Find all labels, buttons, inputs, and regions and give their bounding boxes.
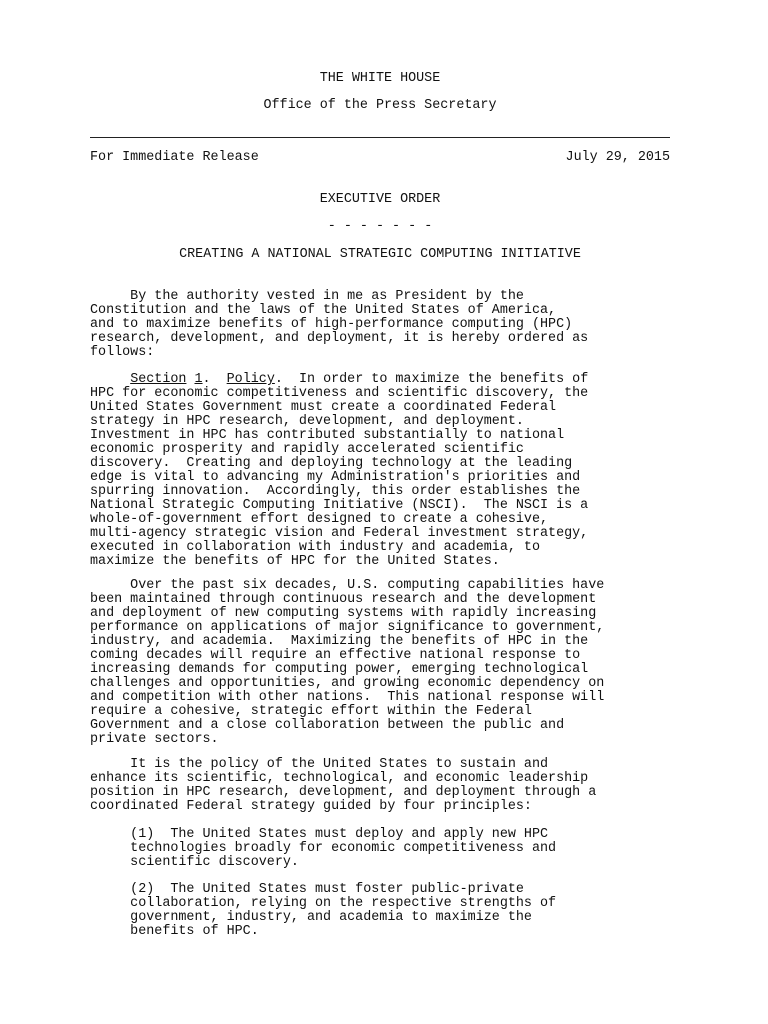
section1-first-line: . In order to maximize the benefits of [274, 372, 589, 387]
release-row [90, 151, 670, 165]
preamble-line: follows: [90, 345, 155, 360]
section1-line: Investment in HPC has contributed substantially to national [90, 428, 565, 443]
principle2-line: benefits of HPC. [90, 924, 259, 939]
release-label: For Immediate Release [90, 150, 259, 165]
section1-line: whole-of-government effort designed to create a cohesive, [90, 512, 549, 527]
release-date: July 29, 2015 [565, 150, 670, 165]
section1-line: maximize the benefits of HPC for the United States. [90, 554, 500, 569]
paragraph2-line: and competition with other nations. This national response will [90, 690, 605, 705]
section1-line: United States Government must create a coordinated Federal [90, 400, 557, 415]
section1-line: HPC for economic competitiveness and scientific discovery, the [90, 386, 589, 401]
section1-line: economic prosperity and rapidly accelerated scientific [90, 442, 524, 457]
section1-line: multi-agency strategic vision and Federal investment strategy, [90, 526, 589, 541]
section-number: 1 [194, 372, 203, 387]
principle2-line: (2) The United States must foster public-private [90, 882, 524, 897]
paragraph2-line: increasing demands for computing power, emerging technological [90, 662, 589, 677]
section-heading: Policy [226, 372, 275, 387]
paragraph3-line: It is the policy of the United States to sustain and [90, 757, 549, 772]
section-label: Section [130, 372, 187, 387]
order-type: EXECUTIVE ORDER [319, 192, 441, 207]
order-separator: - - - - - - - [327, 219, 433, 234]
principle2-line: collaboration, relying on the respective strengths of [90, 896, 557, 911]
paragraph2-line: and deployment of new computing systems with rapidly increasing [90, 606, 597, 621]
paragraph2-line: challenges and opportunities, and growing economic dependency on [90, 676, 605, 691]
paragraph2-line: require a cohesive, strategic effort within the Federal [90, 704, 532, 719]
paragraph2-line: private sectors. [90, 732, 219, 747]
paragraph3-line: position in HPC research, development, and deployment through a [90, 785, 597, 800]
paragraph2-line: performance on applications of major significance to government, [90, 620, 605, 635]
paragraph2-line: coming decades will require an effective national response to [90, 648, 581, 663]
paragraph3-line: enhance its scientific, technological, and economic leadership [90, 771, 589, 786]
section1-line: strategy in HPC research, development, and deployment. [90, 414, 524, 429]
preamble-line: research, development, and deployment, it is hereby ordered as [90, 331, 589, 346]
preamble-line: Constitution and the laws of the United States of America, [90, 303, 557, 318]
paragraph2-line: been maintained through continuous research and the development [90, 592, 597, 607]
principle2-line: government, industry, and academia to maximize the [90, 910, 532, 925]
paragraph2-line: Government and a close collaboration between the public and [90, 718, 565, 733]
section1-heading-line: Section 1. Policy. In order to maximize the benefits of [130, 372, 589, 387]
principle1-line: technologies broadly for economic competitiveness and [90, 841, 557, 856]
section1-line: spurring innovation. Accordingly, this order establishes the [90, 484, 581, 499]
section1-line: National Strategic Computing Initiative (NSCI). The NSCI is a [90, 498, 589, 513]
paragraph2-line: Over the past six decades, U.S. computing capabilities have [90, 578, 605, 593]
paragraph2-line: industry, and academia. Maximizing the benefits of HPC in the [90, 634, 589, 649]
header-office: Office of the Press Secretary [263, 98, 497, 113]
preamble-line: By the authority vested in me as President by the [90, 289, 524, 304]
principle1-line: scientific discovery. [90, 855, 299, 870]
preamble-line: and to maximize benefits of high-performance computing (HPC) [90, 317, 573, 332]
header-org: THE WHITE HOUSE [319, 71, 441, 86]
section1-line: executed in collaboration with industry and academia, to [90, 540, 540, 555]
principle1-line: (1) The United States must deploy and apply new HPC [90, 827, 549, 842]
section1-line: discovery. Creating and deploying technology at the leading [90, 456, 573, 471]
header-divider [90, 137, 670, 138]
section1-line: edge is vital to advancing my Administration's priorities and [90, 470, 581, 485]
paragraph3-line: coordinated Federal strategy guided by four principles: [90, 799, 532, 814]
order-title: CREATING A NATIONAL STRATEGIC COMPUTING INITIATIVE [179, 247, 581, 262]
